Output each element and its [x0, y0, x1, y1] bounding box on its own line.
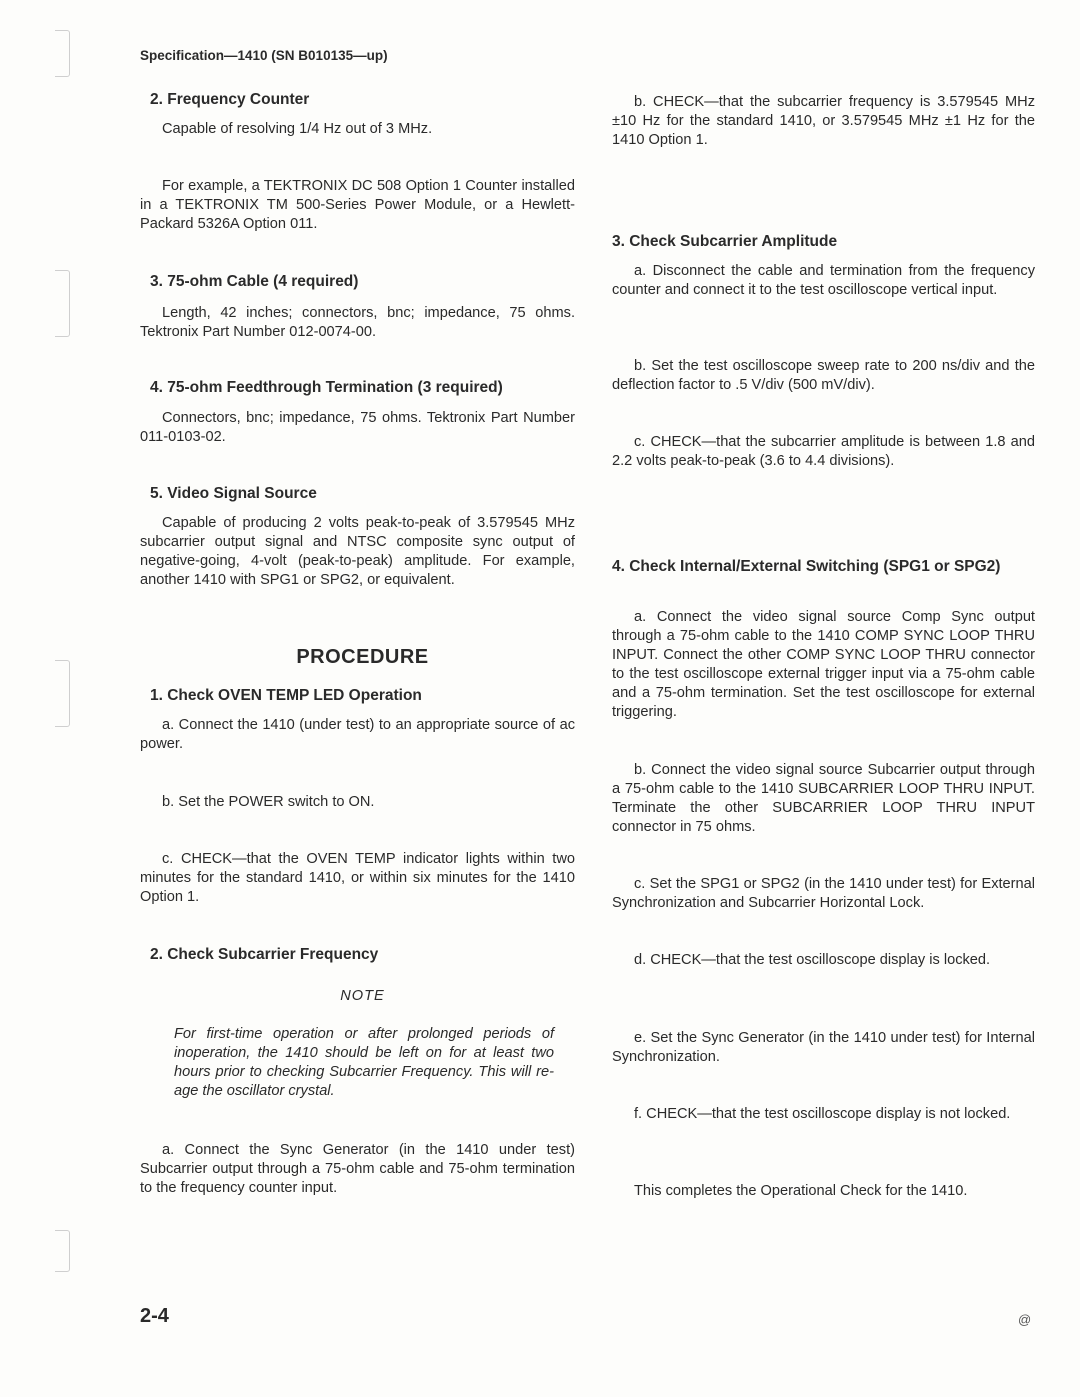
step-a: a. Connect the Sync Generator (in the 1410 under test) Subcarrier output through a 75-ohm cable and 75-ohm termination to the frequency counter input. — [140, 1142, 575, 1196]
step-a: a. Disconnect the cable and termination from the frequency counter and connect it to the test oscilloscope vertical input. — [612, 263, 1035, 298]
paragraph: For example, a TEKTRONIX DC 508 Option 1 Counter installed in a TEKTRONIX TM 500-Series Power Module, or a Hewlett-Packard 5326A Option 011. — [140, 178, 575, 232]
step-a: a. Connect the video signal source Comp Sync output through a 75-ohm cable to the 1410 COMP SYNC LOOP THRU INPUT. Connect the other COMP SYNC LOOP THRU connector to the test oscilloscope external trigger input via a 75-ohm cable and a 75-ohm termination. Set the test oscilloscope for external triggering. — [612, 609, 1035, 720]
section-heading: 2. Frequency Counter — [150, 91, 310, 108]
step-b: b. Set the test oscilloscope sweep rate to 200 ns/div and the deflection factor to .5 V/div (500 mV/div). — [612, 358, 1035, 393]
running-header: Specification—1410 (SN B010135—up) — [140, 48, 388, 63]
publisher-mark: @ — [1018, 1312, 1032, 1327]
binding-mark — [55, 30, 70, 77]
note-label: NOTE — [340, 988, 385, 1004]
step-c: c. CHECK—that the subcarrier amplitude is between 1.8 and 2.2 volts peak-to-peak (3.6 to 4.4 divisions). — [612, 434, 1035, 469]
section-heading: 2. Check Subcarrier Frequency — [150, 946, 379, 963]
section-heading: 4. Check Internal/External Switching (SPG1 or SPG2) — [612, 558, 1001, 575]
note-text: For first-time operation or after prolonged periods of inoperation, the 1410 should be left on for at least two hours prior to checking Subcarrier Frequency. This will re-age the oscillator crystal. — [174, 1026, 554, 1099]
completion-note: This completes the Operational Check for the 1410. — [634, 1183, 968, 1199]
section-heading: 5. Video Signal Source — [150, 485, 317, 502]
section-heading: 3. Check Subcarrier Amplitude — [612, 233, 838, 250]
step-b: b. Connect the video signal source Subcarrier output through a 75-ohm cable to the 1410 SUBCARRIER LOOP THRU INPUT. Terminate the other SUBCARRIER LOOP THRU INPUT connector in 75 ohms. — [612, 762, 1035, 835]
section-heading: 3. 75-ohm Cable (4 required) — [150, 273, 359, 290]
paragraph: Capable of resolving 1/4 Hz out of 3 MHz. — [162, 121, 433, 137]
step-c: c. CHECK—that the OVEN TEMP indicator lights within two minutes for the standard 1410, or within six minutes for the 1410 Option 1. — [140, 851, 575, 905]
paragraph: Length, 42 inches; connectors, bnc; impedance, 75 ohms. Tektronix Part Number 012-0074-00. — [140, 305, 575, 340]
paragraph: Connectors, bnc; impedance, 75 ohms. Tektronix Part Number 011-0103-02. — [140, 410, 575, 445]
paragraph: Capable of producing 2 volts peak-to-peak of 3.579545 MHz subcarrier output signal and NTSC composite sync output of negative-going, 4-volt (peak-to-peak) amplitude. For example, another 1410 with SPG1 or SPG2, or equivalent. — [140, 515, 575, 588]
section-heading: 1. Check OVEN TEMP LED Operation — [150, 687, 422, 704]
step-b: b. CHECK—that the subcarrier frequency is 3.579545 MHz ±10 Hz for the standard 1410, or 3.579545 MHz ±1 Hz for the 1410 Option 1. — [612, 94, 1035, 148]
page-number: 2-4 — [140, 1305, 169, 1327]
step-f: f. CHECK—that the test oscilloscope display is not locked. — [634, 1106, 1011, 1122]
step-b: b. Set the POWER switch to ON. — [162, 794, 375, 810]
step-c: c. Set the SPG1 or SPG2 (in the 1410 under test) for External Synchronization and Subcarrier Horizontal Lock. — [612, 876, 1035, 911]
section-heading: 4. 75-ohm Feedthrough Termination (3 required) — [150, 379, 503, 396]
step-e: e. Set the Sync Generator (in the 1410 under test) for Internal Synchronization. — [612, 1030, 1035, 1065]
binding-mark — [55, 270, 70, 337]
step-a: a. Connect the 1410 (under test) to an appropriate source of ac power. — [140, 717, 575, 752]
step-d: d. CHECK—that the test oscilloscope display is locked. — [634, 952, 991, 968]
procedure-heading: PROCEDURE — [296, 646, 429, 668]
binding-mark — [55, 1230, 70, 1272]
binding-mark — [55, 660, 70, 727]
